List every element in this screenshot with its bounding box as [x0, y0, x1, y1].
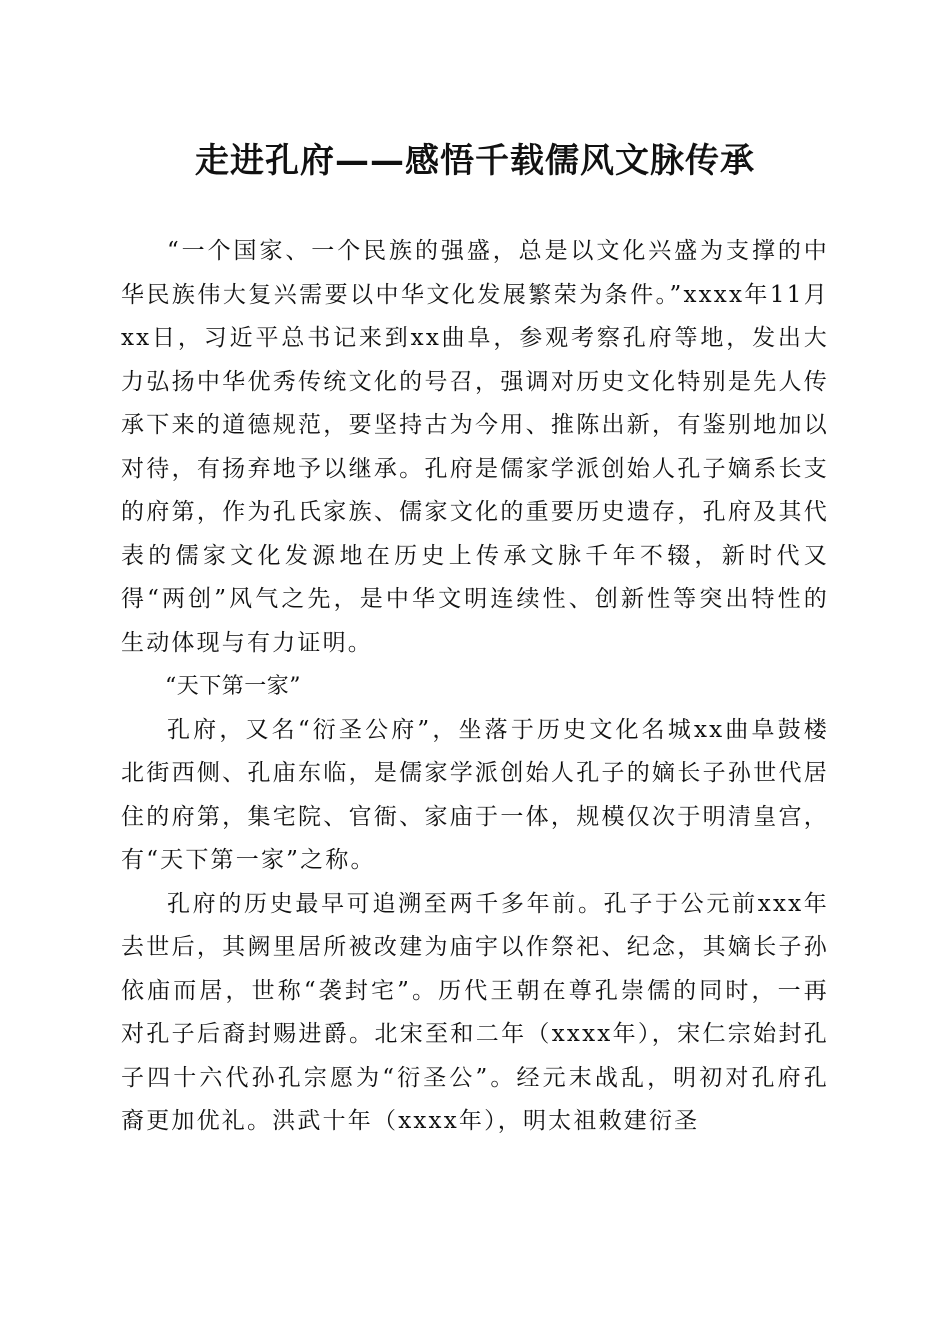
- document-title: 走进孔府——感悟千载儒风文脉传承: [195, 141, 755, 181]
- body-paragraph: 孔府，又名“衍圣公府”，坐落于历史文化名城xx曲阜鼓楼北街西侧、孔庙东临，是儒家学派创始人孔子的嫡长子孙世代居住的府第，集宅院、官衙、家庙于一体，规模仅次于明清皇宫，有“天下第一家”之称。: [121, 716, 829, 873]
- body-paragraph: 孔府的历史最早可追溯至两千多年前。孔子于公元前xxx年去世后，其阙里居所被改建为庙宇以作祭祀、纪念，其嫡长子孙依庙而居，世称“袭封宅”。历代王朝在尊孔崇儒的同时，一再对孔子后裔封赐进爵。北宋至和二年（xxxx年），宋仁宗始封孔子四十六代孙孔宗愿为“衍圣公”。经元末战乱，明初对孔府孔裔更加优礼。洪武十年（xxxx年），明太祖敕建衍圣: [121, 890, 829, 1134]
- intro-paragraph: “一个国家、一个民族的强盛，总是以文化兴盛为支撑的中华民族伟大复兴需要以中华文化发展繁荣为条件。”xxxx年11月xx日，习近平总书记来到xx曲阜，参观考察孔府等地，发出大力弘扬中华优秀传统文化的号召，强调对历史文化特别是先人传承下来的道德规范，要坚持古为今用、推陈出新，有鉴别地加以对待，有扬弃地予以继承。孔府是儒家学派创始人孔子嫡系长支的府第，作为孔氏家族、儒家文化的重要历史遗存，孔府及其代表的儒家文化发源地在历史上传承文脉千年不辍，新时代又得“两创”风气之先，是中华文明连续性、创新性等突出特性的生动体现与有力证明。: [121, 238, 829, 656]
- section-heading: “天下第一家”: [165, 674, 301, 699]
- document-body: [121, 230, 829, 1144]
